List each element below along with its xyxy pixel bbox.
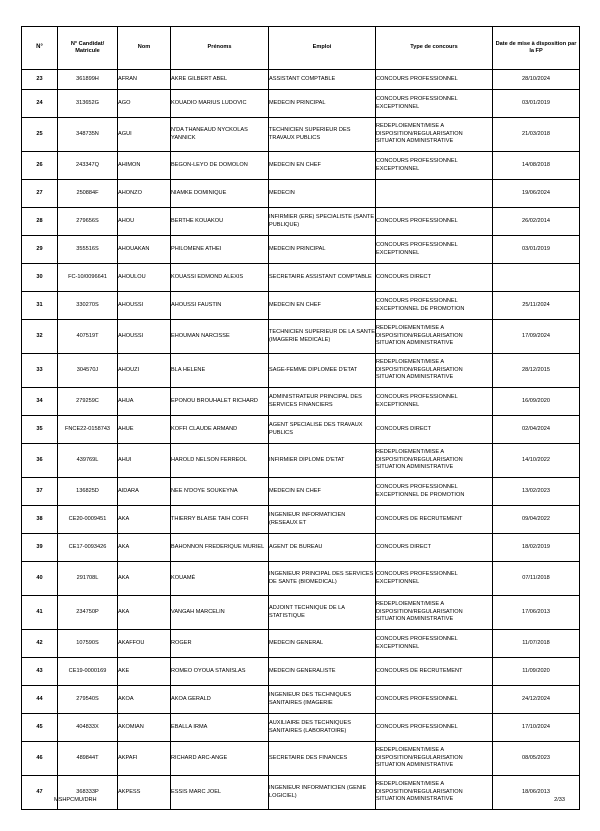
cell-emploi: AGENT SPECIALISE DES TRAVAUX PUBLICS: [269, 416, 376, 444]
cell-type-concours: REDEPLOIEMENT/MISE A DISPOSITION/REGULARISATION SITUATION ADMINISTRATIVE: [376, 776, 493, 810]
cell-date: 11/09/2020: [493, 658, 580, 686]
cell-num: 28: [22, 208, 58, 236]
cell-nom: AIDARA: [118, 478, 171, 506]
cell-matricule: 313652G: [58, 90, 118, 118]
cell-nom: AHIMON: [118, 152, 171, 180]
cell-type-concours: CONCOURS PROFESSIONNEL EXCEPTIONNEL: [376, 388, 493, 416]
column-header-matricule: N° Candidat/ Matricule: [58, 27, 118, 70]
cell-type-concours: REDEPLOIEMENT/MISE A DISPOSITION/REGULARISATION SITUATION ADMINISTRATIVE: [376, 354, 493, 388]
cell-num: 30: [22, 264, 58, 292]
cell-type-concours: REDEPLOIEMENT/MISE A DISPOSITION/REGULARISATION SITUATION ADMINISTRATIVE: [376, 444, 493, 478]
cell-type-concours: CONCOURS DIRECT: [376, 264, 493, 292]
cell-emploi: INGENIEUR INFORMATICIEN (RESEAUX ET: [269, 506, 376, 534]
cell-num: 34: [22, 388, 58, 416]
column-header-date: Date de mise à disposition par la FP: [493, 27, 580, 70]
column-header-prenoms: Prénoms: [171, 27, 269, 70]
cell-matricule: 234750P: [58, 596, 118, 630]
cell-type-concours: CONCOURS PROFESSIONNEL: [376, 686, 493, 714]
cell-matricule: FNCE22-0158743: [58, 416, 118, 444]
cell-matricule: 330270S: [58, 292, 118, 320]
table-row: [22, 742, 580, 776]
cell-matricule: 407519T: [58, 320, 118, 354]
table-row: [22, 320, 580, 354]
cell-date: 24/12/2024: [493, 686, 580, 714]
cell-nom: AKA: [118, 562, 171, 596]
cell-nom: AFRAN: [118, 70, 171, 90]
table-row: [22, 236, 580, 264]
cell-prenoms: KOFFI CLAUDE ARMAND: [171, 416, 269, 444]
cell-date: 07/11/2018: [493, 562, 580, 596]
table-row: [22, 630, 580, 658]
cell-date: 17/06/2013: [493, 596, 580, 630]
table-row: [22, 292, 580, 320]
cell-num: 44: [22, 686, 58, 714]
table-row: [22, 506, 580, 534]
table-body: [22, 70, 580, 810]
cell-matricule: 439769L: [58, 444, 118, 478]
cell-type-concours: CONCOURS DIRECT: [376, 534, 493, 562]
table-row: [22, 478, 580, 506]
cell-nom: AKPAFI: [118, 742, 171, 776]
cell-type-concours: CONCOURS PROFESSIONNEL EXCEPTIONNEL DE PROMOTION: [376, 478, 493, 506]
cell-date: 17/10/2024: [493, 714, 580, 742]
cell-num: 29: [22, 236, 58, 264]
cell-matricule: 250884F: [58, 180, 118, 208]
cell-nom: AHOUSSI: [118, 320, 171, 354]
cell-date: 13/02/2023: [493, 478, 580, 506]
table-row: [22, 562, 580, 596]
cell-num: 27: [22, 180, 58, 208]
table-row: [22, 416, 580, 444]
cell-emploi: SAGE-FEMME DIPLOMEE D'ETAT: [269, 354, 376, 388]
column-header-type-concours: Type de concours: [376, 27, 493, 70]
cell-matricule: 136825D: [58, 478, 118, 506]
cell-matricule: CE17-0093426: [58, 534, 118, 562]
table-row: [22, 90, 580, 118]
cell-nom: AGUI: [118, 118, 171, 152]
cell-num: 41: [22, 596, 58, 630]
cell-type-concours: [376, 180, 493, 208]
cell-prenoms: AKOA GERALD: [171, 686, 269, 714]
cell-matricule: 304570J: [58, 354, 118, 388]
cell-num: 45: [22, 714, 58, 742]
cell-date: 14/08/2018: [493, 152, 580, 180]
cell-type-concours: CONCOURS PROFESSIONNEL EXCEPTIONNEL DE PROMOTION: [376, 292, 493, 320]
header-row: [22, 27, 580, 70]
cell-matricule: 355516S: [58, 236, 118, 264]
table-row: [22, 354, 580, 388]
cell-nom: AHUI: [118, 444, 171, 478]
cell-nom: AHOULOU: [118, 264, 171, 292]
cell-date: 02/04/2024: [493, 416, 580, 444]
cell-type-concours: CONCOURS DE RECRUTEMENT: [376, 658, 493, 686]
cell-date: 17/09/2024: [493, 320, 580, 354]
cell-type-concours: REDEPLOIEMENT/MISE A DISPOSITION/REGULARISATION SITUATION ADMINISTRATIVE: [376, 320, 493, 354]
cell-prenoms: PHILOMENE ATHEI: [171, 236, 269, 264]
cell-type-concours: CONCOURS PROFESSIONNEL EXCEPTIONNEL: [376, 236, 493, 264]
cell-type-concours: CONCOURS PROFESSIONNEL EXCEPTIONNEL: [376, 630, 493, 658]
cell-emploi: MEDECIN PRINCIPAL: [269, 90, 376, 118]
cell-date: 28/10/2024: [493, 70, 580, 90]
cell-matricule: 489844T: [58, 742, 118, 776]
registry-table-container: [21, 26, 579, 810]
cell-num: 37: [22, 478, 58, 506]
cell-nom: AHUE: [118, 416, 171, 444]
table-row: [22, 264, 580, 292]
cell-nom: AKOMIAN: [118, 714, 171, 742]
table-row: [22, 118, 580, 152]
cell-prenoms: HAROLD NELSON FERREOL: [171, 444, 269, 478]
cell-nom: AKA: [118, 506, 171, 534]
cell-type-concours: CONCOURS DIRECT: [376, 416, 493, 444]
cell-matricule: 404833X: [58, 714, 118, 742]
cell-nom: AHOUSSI: [118, 292, 171, 320]
cell-prenoms: BAHONNON FREDERIQUE MURIEL: [171, 534, 269, 562]
cell-num: 40: [22, 562, 58, 596]
cell-nom: AKPESS: [118, 776, 171, 810]
cell-nom: AHOUZI: [118, 354, 171, 388]
cell-matricule: CE19-0000169: [58, 658, 118, 686]
cell-emploi: TECHNICIEN SUPERIEUR DES TRAVAUX PUBLICS: [269, 118, 376, 152]
cell-nom: AKA: [118, 596, 171, 630]
cell-nom: AGO: [118, 90, 171, 118]
cell-prenoms: KOUADIO MARIUS LUDOVIC: [171, 90, 269, 118]
cell-date: 28/12/2015: [493, 354, 580, 388]
cell-num: 46: [22, 742, 58, 776]
cell-emploi: MEDECIN EN CHEF: [269, 152, 376, 180]
cell-emploi: MEDECIN GENERALISTE: [269, 658, 376, 686]
cell-emploi: AGENT DE BUREAU: [269, 534, 376, 562]
table-row: [22, 208, 580, 236]
cell-matricule: FC-10/0096641: [58, 264, 118, 292]
cell-prenoms: VANGAH MARCELIN: [171, 596, 269, 630]
cell-matricule: 279540S: [58, 686, 118, 714]
cell-num: 23: [22, 70, 58, 90]
cell-date: 09/04/2022: [493, 506, 580, 534]
cell-date: 26/02/2014: [493, 208, 580, 236]
cell-num: 47: [22, 776, 58, 810]
cell-type-concours: CONCOURS PROFESSIONNEL EXCEPTIONNEL: [376, 562, 493, 596]
table-row: [22, 776, 580, 810]
cell-type-concours: CONCOURS PROFESSIONNEL: [376, 714, 493, 742]
cell-matricule: 361899H: [58, 70, 118, 90]
cell-emploi: MEDECIN GENERAL: [269, 630, 376, 658]
cell-emploi: MEDECIN EN CHEF: [269, 478, 376, 506]
cell-num: 24: [22, 90, 58, 118]
cell-num: 32: [22, 320, 58, 354]
cell-emploi: INGENIEUR INFORMATICIEN (GENIE LOGICIEL): [269, 776, 376, 810]
cell-date: 25/11/2024: [493, 292, 580, 320]
cell-type-concours: CONCOURS PROFESSIONNEL EXCEPTIONNEL: [376, 90, 493, 118]
cell-emploi: SECRETAIRE ASSISTANT COMPTABLE: [269, 264, 376, 292]
cell-num: 42: [22, 630, 58, 658]
cell-emploi: AUXILIAIRE DES TECHNIQUES SANITAIRES (LABORATOIRE): [269, 714, 376, 742]
cell-prenoms: KOUAMÉ: [171, 562, 269, 596]
cell-emploi: MEDECIN PRINCIPAL: [269, 236, 376, 264]
cell-date: 16/09/2020: [493, 388, 580, 416]
cell-num: 35: [22, 416, 58, 444]
cell-prenoms: ROGER: [171, 630, 269, 658]
table-row: [22, 70, 580, 90]
cell-emploi: MEDECIN EN CHEF: [269, 292, 376, 320]
cell-prenoms: ROMEO OYOUA STANISLAS: [171, 658, 269, 686]
cell-prenoms: EPONOU BROUHALET RICHARD: [171, 388, 269, 416]
cell-date: 08/05/2023: [493, 742, 580, 776]
cell-num: 38: [22, 506, 58, 534]
cell-nom: AHOUAKAN: [118, 236, 171, 264]
cell-prenoms: THIERRY BLAISE TAIH COFFI: [171, 506, 269, 534]
cell-prenoms: AHOUSSI FAUSTIN: [171, 292, 269, 320]
cell-prenoms: NEE N'DOYE SOUKEYNA: [171, 478, 269, 506]
cell-emploi: ADMINISTRATEUR PRINCIPAL DES SERVICES FINANCIERS: [269, 388, 376, 416]
table-row: [22, 180, 580, 208]
cell-prenoms: BLA HELENE: [171, 354, 269, 388]
cell-matricule: 279259C: [58, 388, 118, 416]
table-row: [22, 388, 580, 416]
cell-emploi: INFIRMIER DIPLOME D'ETAT: [269, 444, 376, 478]
cell-nom: AHUA: [118, 388, 171, 416]
cell-date: 03/01/2019: [493, 236, 580, 264]
registry-table: [21, 26, 580, 810]
cell-num: 43: [22, 658, 58, 686]
cell-num: 25: [22, 118, 58, 152]
cell-matricule: 243347Q: [58, 152, 118, 180]
cell-prenoms: N'DA THANEAUD NYCKOLAS YANNICK: [171, 118, 269, 152]
cell-emploi: MEDECIN: [269, 180, 376, 208]
cell-date: 21/03/2018: [493, 118, 580, 152]
table-row: [22, 686, 580, 714]
cell-type-concours: REDEPLOIEMENT/MISE A DISPOSITION/REGULARISATION SITUATION ADMINISTRATIVE: [376, 596, 493, 630]
cell-date: 18/02/2019: [493, 534, 580, 562]
cell-emploi: INFIRMIER (ERE) SPECIALISTE (SANTE PUBLIQUE): [269, 208, 376, 236]
cell-matricule: CE20-0009451: [58, 506, 118, 534]
cell-type-concours: REDEPLOIEMENT/MISE A DISPOSITION/REGULARISATION SITUATION ADMINISTRATIVE: [376, 742, 493, 776]
cell-matricule: 348735N: [58, 118, 118, 152]
cell-date: [493, 264, 580, 292]
cell-num: 39: [22, 534, 58, 562]
cell-emploi: TECHNICIEN SUPERIEUR DE LA SANTE (IMAGERIE MEDICALE): [269, 320, 376, 354]
cell-type-concours: REDEPLOIEMENT/MISE A DISPOSITION/REGULARISATION SITUATION ADMINISTRATIVE: [376, 118, 493, 152]
cell-nom: AHOU: [118, 208, 171, 236]
cell-prenoms: BEGON-LEYO DE DOMOLON: [171, 152, 269, 180]
table-row: [22, 596, 580, 630]
cell-prenoms: RICHARD ARC-ANGE: [171, 742, 269, 776]
cell-prenoms: ESSIS MARC JOEL: [171, 776, 269, 810]
cell-nom: AHONZO: [118, 180, 171, 208]
table-row: [22, 444, 580, 478]
cell-nom: AKAFFOU: [118, 630, 171, 658]
cell-nom: AKE: [118, 658, 171, 686]
cell-prenoms: EHOUMAN NARCISSE: [171, 320, 269, 354]
cell-type-concours: CONCOURS PROFESSIONNEL: [376, 208, 493, 236]
cell-matricule: 107590S: [58, 630, 118, 658]
cell-num: 31: [22, 292, 58, 320]
cell-date: 11/07/2018: [493, 630, 580, 658]
cell-prenoms: BERTHE KOUAKOU: [171, 208, 269, 236]
table-row: [22, 534, 580, 562]
column-header-emploi: Emploi: [269, 27, 376, 70]
cell-type-concours: CONCOURS DE RECRUTEMENT: [376, 506, 493, 534]
table-row: [22, 658, 580, 686]
footer-page-number: 2/33: [554, 797, 565, 803]
cell-type-concours: CONCOURS PROFESSIONNEL EXCEPTIONNEL: [376, 152, 493, 180]
cell-date: 19/06/2024: [493, 180, 580, 208]
cell-prenoms: EBALLA IRMA: [171, 714, 269, 742]
cell-emploi: ASSISTANT COMPTABLE: [269, 70, 376, 90]
column-header-nom: Nom: [118, 27, 171, 70]
page-footer: [21, 797, 579, 803]
cell-num: 33: [22, 354, 58, 388]
cell-emploi: SECRETAIRE DES FINANCES: [269, 742, 376, 776]
cell-nom: AKOA: [118, 686, 171, 714]
cell-prenoms: KOUASSI EDMOND ALEXIS: [171, 264, 269, 292]
cell-num: 36: [22, 444, 58, 478]
cell-matricule: 368333P: [58, 776, 118, 810]
cell-date: 14/10/2022: [493, 444, 580, 478]
cell-emploi: INGENIEUR PRINCIPAL DES SERVICES DE SANTE (BIOMEDICAL): [269, 562, 376, 596]
cell-prenoms: NIAMKE DOMINIQUE: [171, 180, 269, 208]
cell-matricule: 279656S: [58, 208, 118, 236]
cell-emploi: ADJOINT TECHNIQUE DE LA STATISTIQUE: [269, 596, 376, 630]
cell-date: 18/06/2013: [493, 776, 580, 810]
table-header: [22, 27, 580, 70]
cell-nom: AKA: [118, 534, 171, 562]
footer-org-label: MSHPCMU/DRH: [54, 797, 97, 803]
cell-emploi: INGENIEUR DES TECHNIQUES SANITAIRES (IMAGERIE: [269, 686, 376, 714]
cell-type-concours: CONCOURS PROFESSIONNEL: [376, 70, 493, 90]
table-row: [22, 714, 580, 742]
column-header-num: N°: [22, 27, 58, 70]
cell-prenoms: AKRE GILBERT ABEL: [171, 70, 269, 90]
cell-matricule: 291708L: [58, 562, 118, 596]
cell-date: 03/01/2019: [493, 90, 580, 118]
table-row: [22, 152, 580, 180]
cell-num: 26: [22, 152, 58, 180]
